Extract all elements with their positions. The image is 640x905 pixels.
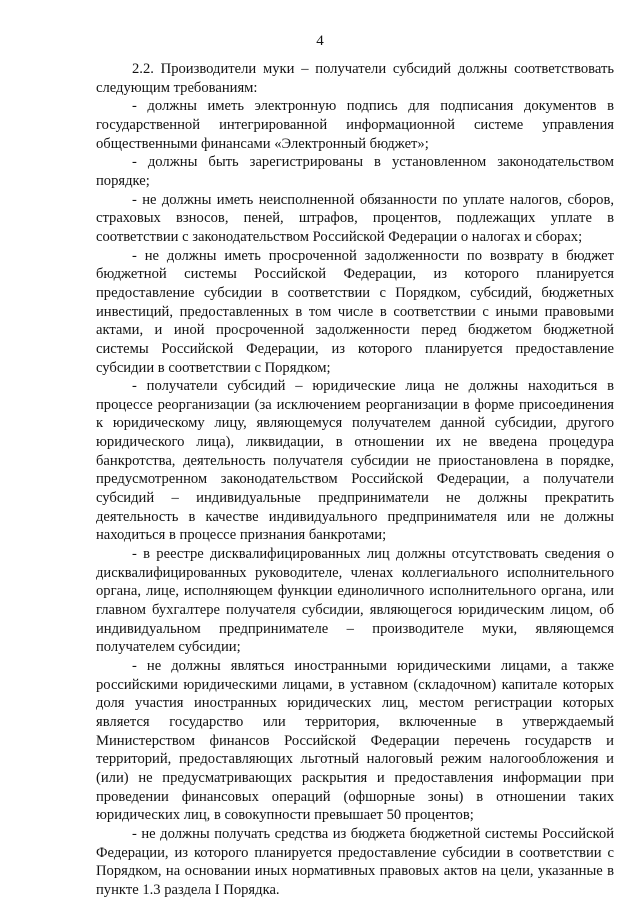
- requirement-no-tax-debt: - не должны иметь неисполненной обязанности по уплате налогов, сборов, страховых взносов, пеней, штрафов, процентов, подлежащих уплате в соответствии с законодательством Российской Федерации о налогах и сборах;: [96, 191, 614, 245]
- document-body: [96, 60, 614, 900]
- requirement-disqualified-persons: - в реестре дисквалифицированных лиц должны отсутствовать сведения о дисквалифицированных руководителе, членах коллегиального исполнительного органа, лице, исполняющем функции единоличного исполнительного органа, или главном бухгалтере получателя субсидии, являющегося юридическим лицом, об индивидуальном предпринимателе – производителе муки, являющемся получателем субсидии;: [96, 546, 614, 656]
- section-heading-paragraph: 2.2. Производители муки – получатели субсидий должны соответствовать следующим требованиям:: [96, 61, 614, 96]
- requirement-no-overdue-debt: - не должны иметь просроченной задолженности по возврату в бюджет бюджетной системы Российской Федерации, из которого планируется предоставление субсидии в соответствии с Порядком, субсидий, бюджетных инвестиций, предоставленных в том числе в соответствии с иными правовыми актами, и иной просроченной задолженности перед бюджетом бюджетной системы Российской Федерации, из которого планируется предоставление субсидии в соответствии с Порядком;: [96, 247, 614, 376]
- requirement-electronic-signature: - должны иметь электронную подпись для подписания документов в государственной интегрированной информационной системе управления общественными финансами «Электронный бюджет»;: [96, 98, 614, 152]
- requirement-no-other-budget-funds: - не должны получать средства из бюджета бюджетной системы Российской Федерации, из которого планируется предоставление субсидии в соответствии с Порядком, на основании иных нормативных правовых актов на цели, указанные в пункте 1.3 раздела I Порядка.: [96, 825, 614, 898]
- page-number: 4: [316, 33, 324, 49]
- requirement-no-reorganization: - получатели субсидий – юридические лица не должны находиться в процессе реорганизации (за исключением реорганизации в форме присоединения к юридическому лицу, являющемуся получателем данной субсидии, другого юридического лица), ликвидации, в отношении их не введена процедура банкротства, деятельность получателя субсидии не приостановлена в порядке, предусмотренном законодательством Российской Федерации, а получатели субсидий – индивидуальные предприниматели не должны прекратить деятельность в качестве индивидуального предпринимателя или не должны находиться в процессе признания банкротами;: [96, 378, 614, 544]
- requirement-not-foreign-entity: - не должны являться иностранными юридическими лицами, а также российскими юридическими лицами, в уставном (складочном) капитале которых доля участия иностранных юридических лиц, местом регистрации которых является государство или территория, включенные в утверждаемый Министерством финансов Российской Федерации перечень государств и территорий, предоставляющих льготный налоговый режим налогообложения и (или) не предусматривающих раскрытия и предоставления информации при проведении финансовых операций (офшорные зоны) в отношении таких юридических лиц, в совокупности превышает 50 процентов;: [96, 658, 614, 824]
- requirement-registration: - должны быть зарегистрированы в установленном законодательством порядке;: [96, 154, 614, 189]
